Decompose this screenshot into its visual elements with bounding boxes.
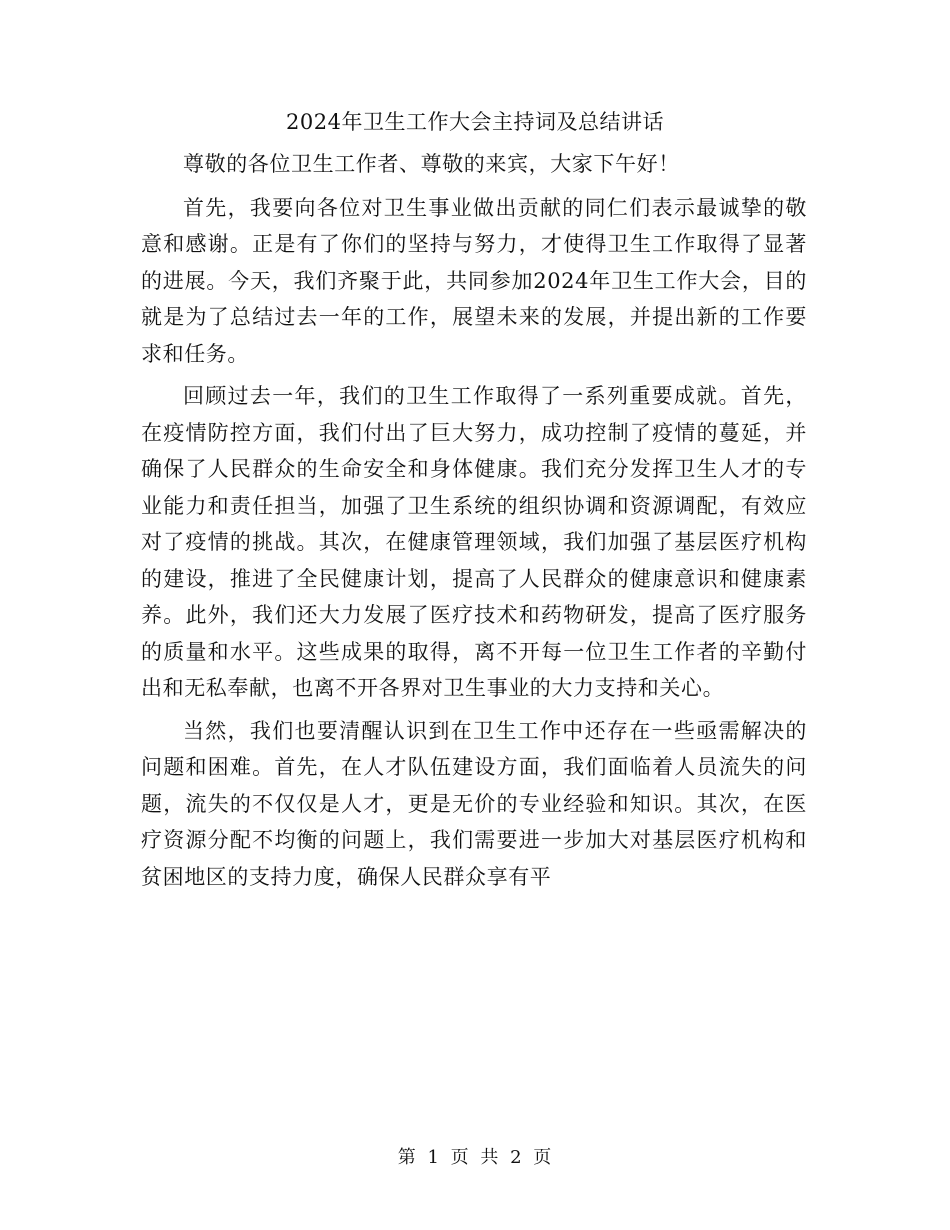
paragraph-thanks: 首先，我要向各位对卫生事业做出贡献的同仁们表示最诚挚的敬意和感谢。正是有了你们的坚持与努力，才使得卫生工作取得了显著的进展。今天，我们齐聚于此，共同参加2024年卫生工作大会，目的就是为了总结过去一年的工作，展望未来的发展，并提出新的工作要求和任务。: [141, 195, 807, 366]
page-footer: 第 1 页 共 2 页: [397, 1147, 553, 1168]
paragraph-review: 回顾过去一年，我们的卫生工作取得了一系列重要成就。首先，在疫情防控方面，我们付出了巨大努力，成功控制了疫情的蔓延，并确保了人民群众的生命安全和身体健康。我们充分发挥卫生人才的专业能力和责任担当，加强了卫生系统的组织协调和资源调配，有效应对了疫情的挑战。其次，在健康管理领域，我们加强了基层医疗机构的建设，推进了全民健康计划，提高了人民群众的健康意识和健康素养。此外，我们还大力发展了医疗技术和药物研发，提高了医疗服务的质量和水平。这些成果的取得，离不开每一位卫生工作者的辛勤付出和无私奉献，也离不开各界对卫生事业的大力支持和关心。: [141, 384, 807, 700]
document-title: 2024年卫生工作大会主持词及总结讲话: [286, 110, 664, 134]
paragraph-problems: 当然，我们也要清醒认识到在卫生工作中还存在一些亟需解决的问题和困难。首先，在人才队伍建设方面，我们面临着人员流失的问题，流失的不仅仅是人才，更是无价的专业经验和知识。其次，在医疗资源分配不均衡的问题上，我们需要进一步加大对基层医疗机构和贫困地区的支持力度，确保人民群众享有平: [141, 718, 807, 889]
document-body: [141, 146, 807, 895]
paragraph-greeting: 尊敬的各位卫生工作者、尊敬的来宾，大家下午好！: [183, 152, 680, 176]
